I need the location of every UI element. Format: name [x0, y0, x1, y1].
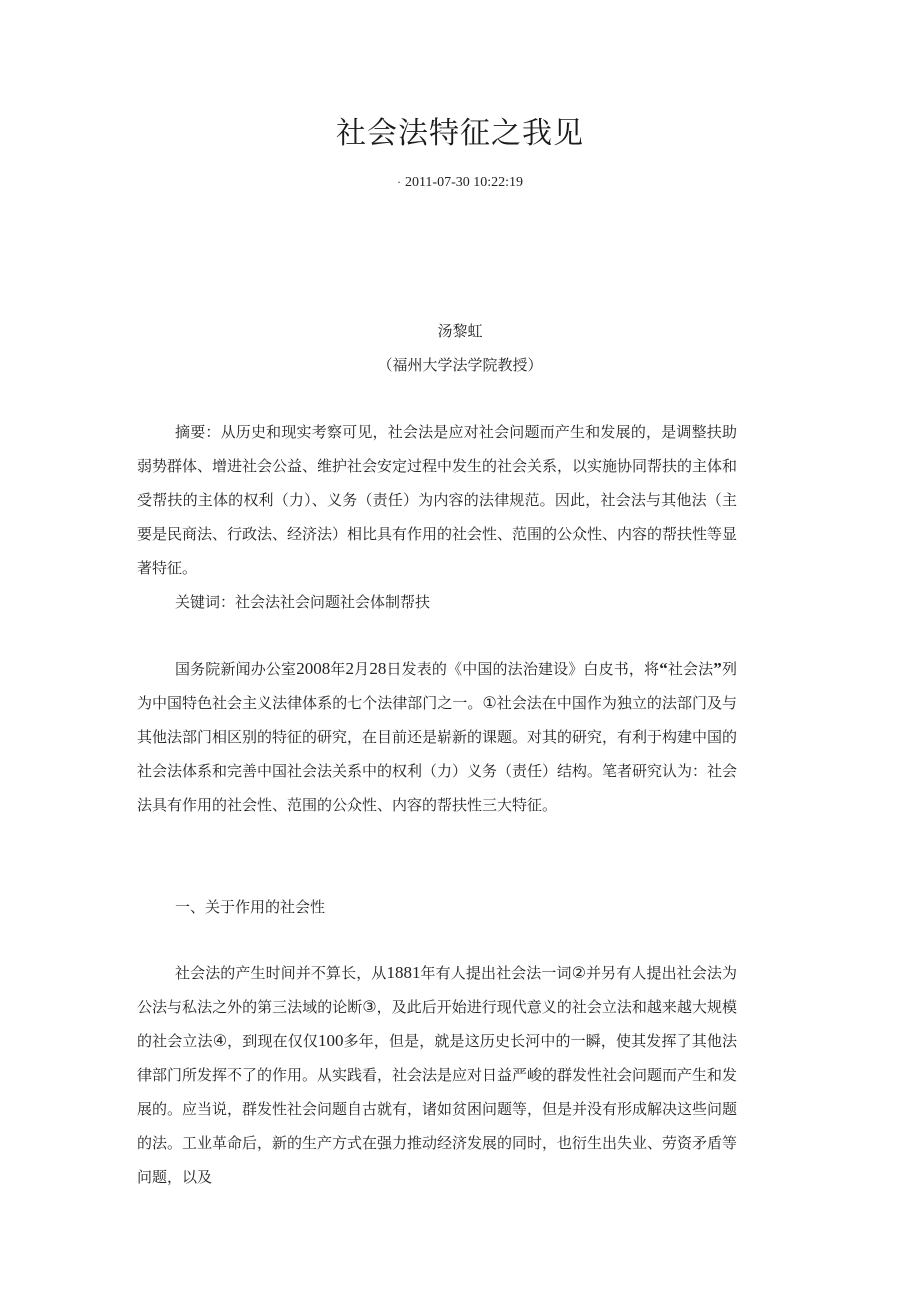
section1-text-6: 多年，但是，就是这历史长河中的一瞬，使其发挥了其他法律部门所发挥不了的作用。从实践看，社会法是应对日益严峻的群发性社会问题而产生和发展的。应当说，群发性社会问题自古就有，诸如贫困问题等，但是并没有形成解决这些问题的法。工业革命后，新的生产方式在强力推动经济发展的同时，也衍生出失业、劳资矛盾等问题，以及	[137, 1032, 738, 1186]
quoted-term: 社会法	[667, 660, 714, 678]
keywords-text: 社会法社会问题社会体制帮扶	[235, 593, 431, 611]
keywords-paragraph	[137, 585, 737, 619]
abstract-paragraph	[137, 415, 737, 585]
section1-text-1: 社会法的产生时间并不算长，从	[175, 964, 387, 982]
open-quote: “	[659, 659, 668, 678]
section1-text-2: 年有人提出社会法一词	[420, 964, 572, 982]
intro-month: 2	[345, 659, 355, 678]
publish-date	[0, 172, 920, 193]
intro-text-2: 年	[330, 660, 346, 678]
intro-text-5: 列为中国特色社会主义法律体系的七个法律部门之一。	[137, 660, 737, 712]
section1-year: 1881	[386, 963, 421, 982]
abstract-label: 摘要：	[175, 423, 221, 441]
keywords-label: 关键词：	[175, 593, 236, 611]
date-bullet: ·	[396, 175, 401, 189]
article-title: 社会法特征之我见	[336, 116, 584, 151]
section1-text-5: ，到现在仅仅	[227, 1032, 318, 1050]
intro-year: 2008	[296, 659, 331, 678]
section-heading: 一、关于作用的社会性	[175, 898, 326, 916]
footnote-ref-3: ③	[362, 997, 377, 1016]
close-quote: ”	[713, 659, 722, 678]
author-name: 汤黎虹	[437, 322, 483, 340]
intro-day: 28	[369, 659, 387, 678]
intro-text-6: 社会法在中国作为独立的法部门及与其他法部门相区别的特征的研究，在目前还是崭新的课题。对其的研究，有利于构建中国的社会法体系和完善中国社会法关系中的权利（力）义务（责任）结构。笔者研究认为：社会法具有作用的社会性、范围的公众性、内容的帮扶性三大特征。	[137, 694, 738, 814]
footnote-ref-1: ①	[482, 693, 497, 712]
section1-text-4: ，及此后开始进行现代意义的社会立法和越来越大规模的社会立法	[137, 998, 737, 1050]
intro-text-3: 月	[354, 660, 370, 678]
date-value: 2011-07-30 10:22:19	[404, 175, 524, 190]
intro-text-1: 国务院新闻办公室	[175, 660, 297, 678]
intro-paragraph	[137, 652, 737, 822]
section1-years: 100	[317, 1031, 344, 1050]
intro-text-4: 日发表的《中国的法治建设》白皮书，将	[386, 660, 660, 678]
footnote-ref-4: ④	[212, 1031, 228, 1050]
section1-text-3: 并另有人提出社会法为公法与私法之外的第三法域的论断	[137, 964, 737, 1016]
abstract-text: 从历史和现实考察可见，社会法是应对社会问题而产生和发展的，是调整扶助弱势群体、增进社会公益、维护社会安定过程中发生的社会关系，以实施协同帮扶的主体和受帮扶的主体的权利（力）、义务（责任）为内容的法律规范。因此，社会法与其他法（主要是民商法、行政法、经济法）相比具有作用的社会性、范围的公众性、内容的帮扶性等显著特征。	[137, 423, 738, 577]
footnote-ref-2: ②	[571, 963, 587, 982]
section1-paragraph	[137, 956, 737, 1194]
author-affiliation: （福州大学法学院教授）	[377, 356, 543, 374]
